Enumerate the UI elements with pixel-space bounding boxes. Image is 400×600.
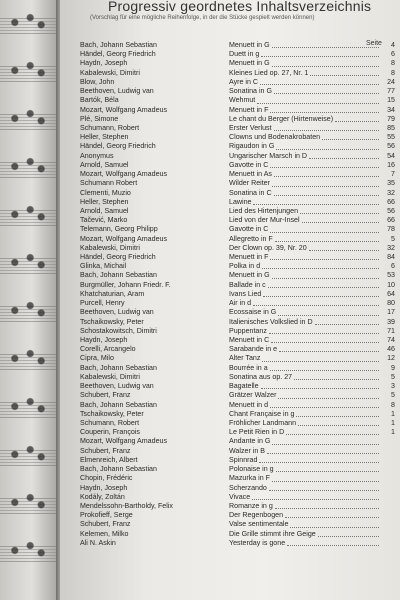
- entry-title: Menuett in C: [229, 336, 270, 344]
- dot-leader: [287, 539, 379, 546]
- entry-composer: Kabalewski, Dimitri: [80, 68, 140, 77]
- entry-composer: Mendelssohn-Bartholdy, Felix: [80, 501, 173, 510]
- entry-page-number: 9: [391, 363, 395, 372]
- entry-composer: Mozart, Wolfgang Amadeus: [80, 437, 168, 446]
- entry-title: Kleines Lied op. 27, Nr. 1: [229, 68, 309, 77]
- entry-title: Sonatina in C: [229, 188, 272, 197]
- entry-title: Spinnrad: [229, 455, 258, 464]
- entry-composer: Schubert, Franz: [80, 520, 131, 529]
- page-column-label: Seite: [366, 40, 382, 47]
- entry-page-number: 74: [387, 336, 395, 344]
- entry-row: [229, 465, 395, 474]
- entry-row: [229, 152, 395, 161]
- entry-page-number: 5: [391, 372, 395, 381]
- entry-composer: Clementi, Muzio: [80, 188, 131, 197]
- music-notes: [6, 248, 50, 272]
- dot-leader: [272, 437, 379, 444]
- entry-page-number: 5: [391, 234, 395, 243]
- entry-row: [229, 410, 395, 419]
- entry-row: [229, 419, 395, 428]
- entry-composer: Tschaikowsky, Peter: [80, 409, 144, 418]
- entry-row: [229, 502, 395, 511]
- entry-composer: Beethoven, Ludwig van: [80, 87, 154, 96]
- entry-title: Chant Française in g: [229, 409, 295, 418]
- entry-title: Polka in d: [229, 262, 261, 271]
- entry-title: Bourrée in a: [229, 363, 268, 372]
- entry-composer: Couperin, François: [80, 428, 140, 437]
- entry-title: Sonatina in G: [229, 87, 272, 96]
- entry-row: [229, 308, 395, 317]
- entry-title: Gavotte in C: [229, 225, 269, 234]
- entry-row: [229, 170, 395, 179]
- entry-composer: Bach, Johann Sebastian: [80, 400, 157, 409]
- entry-page-number: 34: [387, 105, 395, 114]
- entry-page-number: 8: [391, 59, 395, 68]
- music-notes: [6, 344, 50, 368]
- entry-row: [229, 50, 395, 59]
- entry-composer: Bach, Johann Sebastian: [80, 271, 157, 280]
- dot-leader: [278, 391, 379, 398]
- entry-row: [229, 106, 395, 115]
- entry-row: [229, 401, 395, 410]
- dot-leader: [261, 382, 379, 389]
- entry-composer: Beethoven, Ludwig van: [80, 308, 154, 317]
- dot-leader: [274, 124, 379, 131]
- entry-row: [229, 133, 395, 142]
- entry-row: [229, 428, 395, 437]
- entry-page-number: [381, 511, 395, 520]
- entry-title: Bagatelle: [229, 382, 259, 391]
- entry-row: [229, 520, 395, 529]
- entry-page-number: [381, 465, 395, 474]
- entry-composer: Glinka, Michail: [80, 262, 127, 271]
- dot-leader: [285, 511, 379, 518]
- entry-row: [229, 354, 395, 363]
- dot-leader: [252, 493, 379, 500]
- entry-page-number: [381, 484, 395, 493]
- entry-composer: Chopin, Frédéric: [80, 474, 133, 483]
- composer-column: [80, 41, 230, 548]
- entry-row: [229, 484, 395, 493]
- entry-page-number: 1: [391, 418, 395, 427]
- dot-leader: [262, 354, 379, 361]
- dot-leader: [270, 401, 379, 408]
- dot-leader: [272, 271, 379, 278]
- entry-row: [229, 271, 395, 280]
- entry-title: Italienisches Volkslied in D: [229, 317, 313, 326]
- dot-leader: [268, 281, 379, 288]
- entry-page-number: 1: [391, 428, 395, 437]
- entry-row: [229, 345, 395, 354]
- entry-row: [229, 142, 395, 151]
- entry-page-number: 66: [387, 216, 395, 225]
- entry-page-number: 79: [387, 114, 395, 123]
- dot-leader: [270, 364, 379, 371]
- entry-title: Menuett in d: [229, 400, 269, 409]
- entry-composer: Schumann, Robert: [80, 123, 140, 132]
- entry-row: [229, 373, 395, 382]
- entry-title: Yesterday is gone: [229, 538, 286, 547]
- entry-composer: Schumann, Robert: [80, 418, 140, 427]
- entry-title: Menuett in As: [229, 170, 272, 179]
- entry-title: Ivans Lied: [229, 289, 262, 298]
- dot-leader: [270, 106, 379, 113]
- entry-row: [229, 262, 395, 271]
- entry-title: Erster Verlust: [229, 123, 272, 132]
- entry-title: Sarabande in e: [229, 345, 278, 354]
- dot-leader: [270, 225, 379, 232]
- dot-leader: [274, 87, 379, 94]
- entry-page-number: 8: [391, 68, 395, 77]
- dot-leader: [286, 428, 379, 435]
- dot-leader: [269, 484, 379, 491]
- entry-page-number: 77: [387, 87, 395, 96]
- entry-title: Lied von der Mur-Insel: [229, 216, 300, 225]
- dot-leader: [309, 244, 379, 251]
- entry-title: Clowns und Bodenakrobaten: [229, 133, 321, 142]
- entry-row: [229, 391, 395, 400]
- entry-row: [229, 253, 395, 262]
- entry-title: Menuett in F: [229, 105, 269, 114]
- entry-title: Air in d: [229, 299, 252, 308]
- entry-row: [229, 364, 395, 373]
- music-notes: [6, 488, 50, 512]
- entry-row: [229, 235, 395, 244]
- entry-composer: Tschaikowsky, Peter: [80, 317, 144, 326]
- entry-page-number: 66: [387, 197, 395, 206]
- entry-composer: Händel, Georg Friedrich: [80, 253, 156, 262]
- entry-title: Duett in g: [229, 50, 260, 59]
- entry-composer: Schubert, Franz: [80, 391, 131, 400]
- entry-page-number: [381, 437, 395, 446]
- dot-leader: [260, 78, 379, 85]
- entry-page-number: 32: [387, 188, 395, 197]
- entry-page-number: [381, 520, 395, 529]
- dot-leader: [267, 447, 379, 454]
- entry-composer: Mozart, Wolfgang Amadeus: [80, 105, 168, 114]
- entry-page-number: 12: [387, 354, 395, 363]
- dot-leader: [296, 410, 379, 417]
- entry-row: [229, 161, 395, 170]
- entry-composer: Haydn, Joseph: [80, 59, 128, 68]
- entry-row: [229, 69, 395, 78]
- entry-page-number: 3: [391, 382, 395, 391]
- entry-page-number: 56: [387, 142, 395, 151]
- entry-composer: Anonymus: [80, 151, 114, 160]
- entry-row: [229, 41, 395, 50]
- entry-title: Le chant du Berger (Hirtenweise): [229, 114, 334, 123]
- entry-composer: Haydn, Joseph: [80, 483, 128, 492]
- entry-composer: Schostakowitsch, Dimitri: [80, 326, 157, 335]
- dot-leader: [318, 530, 379, 537]
- entry-title: Rigaudon in G: [229, 142, 275, 151]
- entry-composer: Heller, Stephen: [80, 197, 129, 206]
- entry-composer: Kelemen, Milko: [80, 529, 129, 538]
- entry-composer: Händel, Georg Friedrich: [80, 142, 156, 151]
- entry-page-number: 5: [391, 391, 395, 400]
- entry-page-number: [381, 493, 395, 502]
- dot-leader: [276, 142, 379, 149]
- entry-composer: Purcell, Henry: [80, 299, 125, 308]
- dot-leader: [263, 290, 379, 297]
- entry-title: Ayre in C: [229, 77, 259, 86]
- entry-title: Le Petit Rien in D: [229, 428, 285, 437]
- entry-row: [229, 511, 395, 520]
- entry-composer: Tačević, Marko: [80, 216, 128, 225]
- entry-composer: Mozart, Wolfgang Amadeus: [80, 170, 168, 179]
- entry-composer: Burgmüller, Johann Friedr. F.: [80, 280, 171, 289]
- dot-leader: [261, 50, 379, 57]
- music-notes: [6, 296, 50, 320]
- entry-page-number: 85: [387, 123, 395, 132]
- entry-page-number: 46: [387, 345, 395, 354]
- entry-page-number: 16: [387, 160, 395, 169]
- entry-row: [229, 530, 395, 539]
- entry-title: Gavotte in C: [229, 160, 269, 169]
- dot-leader: [253, 299, 379, 306]
- entry-row: [229, 336, 395, 345]
- dot-leader: [270, 253, 379, 260]
- entry-title: Puppentanz: [229, 326, 267, 335]
- entry-composer: Khatchaturian, Aram: [80, 289, 145, 298]
- dot-leader: [274, 170, 379, 177]
- entry-title: Fröhlicher Landmann: [229, 418, 297, 427]
- entry-composer: Telemann, Georg Philipp: [80, 225, 158, 234]
- entry-title: Walzer in B: [229, 446, 266, 455]
- entry-composer: Haydn, Joseph: [80, 336, 128, 344]
- dot-leader: [257, 96, 379, 103]
- entry-row: [229, 179, 395, 188]
- entry-composer: Bach, Johann Sebastian: [80, 363, 157, 372]
- entry-title: Der Regenbogen: [229, 511, 284, 520]
- entry-composer: Schubert, Franz: [80, 446, 131, 455]
- entry-page-number: [381, 530, 395, 539]
- entry-composer: Corelli, Arcangelo: [80, 345, 136, 354]
- dot-leader: [271, 336, 379, 343]
- dot-leader: [315, 318, 379, 325]
- page-title: Progressiv geordnetes Inhaltsverzeichnis: [108, 0, 372, 14]
- music-notes: [6, 152, 50, 176]
- entry-row: [229, 327, 395, 336]
- entry-row: [229, 437, 395, 446]
- entry-row: [229, 78, 395, 87]
- entry-composer: Kabalewski, Dimitri: [80, 372, 140, 381]
- dot-leader: [275, 235, 379, 242]
- dot-leader: [276, 465, 379, 472]
- entry-page-number: 84: [387, 253, 395, 262]
- dot-leader: [298, 419, 379, 426]
- entry-row: [229, 493, 395, 502]
- entry-page-number: 54: [387, 151, 395, 160]
- dot-leader: [309, 152, 379, 159]
- entry-title: Menuett in G: [229, 271, 270, 280]
- entry-title: Andante in G: [229, 437, 271, 446]
- entry-composer: Schumann Robert: [80, 179, 138, 188]
- entry-title: Romanze in g: [229, 501, 273, 510]
- entry-title: Lawine: [229, 197, 252, 206]
- entry-composer: Elmenreich, Albert: [80, 455, 138, 464]
- entry-title: Polonaise in g: [229, 465, 274, 474]
- left-page-sheet-music: [0, 0, 58, 600]
- dot-leader: [274, 189, 379, 196]
- title-column: [229, 41, 395, 548]
- dot-leader: [310, 69, 379, 76]
- entry-title: Ecossaise in G: [229, 308, 277, 317]
- dot-leader: [300, 207, 379, 214]
- music-notes: [6, 392, 50, 416]
- entry-title: Wehmut: [229, 96, 256, 105]
- entry-title: Ungarischer Marsch in D: [229, 151, 308, 160]
- entry-page-number: 32: [387, 243, 395, 252]
- dot-leader: [272, 59, 379, 66]
- entry-title: Mazurka in F: [229, 474, 270, 483]
- entry-row: [229, 207, 395, 216]
- entry-composer: Händel, Georg Friedrich: [80, 50, 156, 59]
- entry-title: Allegretto in F: [229, 234, 273, 243]
- dot-leader: [262, 262, 379, 269]
- entry-composer: Bartók, Béla: [80, 96, 119, 105]
- entry-row: [229, 96, 395, 105]
- entry-row: [229, 244, 395, 253]
- entry-page-number: 71: [387, 326, 395, 335]
- dot-leader: [272, 179, 379, 186]
- dot-leader: [278, 308, 379, 315]
- entry-page-number: 7: [391, 170, 395, 179]
- entry-title: Ballade in c: [229, 280, 266, 289]
- entry-page-number: [381, 456, 395, 465]
- entry-row: [229, 225, 395, 234]
- entry-composer: Cipra, Milo: [80, 354, 114, 363]
- entry-row: [229, 539, 395, 548]
- dot-leader: [259, 456, 379, 463]
- entry-composer: Arnold, Samuel: [80, 206, 129, 215]
- entry-page-number: [381, 502, 395, 511]
- dot-leader: [270, 161, 379, 168]
- entry-composer: Beethoven, Ludwig van: [80, 382, 154, 391]
- entry-row: [229, 281, 395, 290]
- entry-composer: Prokofieff, Serge: [80, 511, 133, 520]
- entry-page-number: 4: [391, 41, 395, 49]
- music-notes: [6, 8, 50, 32]
- entry-row: [229, 216, 395, 225]
- entry-title: Menuett in G: [229, 41, 270, 49]
- page-subtitle: (Vorschlag für eine mögliche Reihenfolge, in der die Stücke gespielt werden können): [90, 15, 315, 21]
- entry-page-number: 10: [387, 280, 395, 289]
- entry-page-number: 17: [387, 308, 395, 317]
- entry-composer: Bach, Johann Sebastian: [80, 465, 157, 474]
- entry-composer: Blow, John: [80, 77, 115, 86]
- dot-leader: [275, 502, 379, 509]
- dot-leader: [272, 41, 379, 48]
- entry-title: Scherzando: [229, 483, 267, 492]
- entry-page-number: 55: [387, 133, 395, 142]
- entry-title: Der Clown op. 39, Nr. 20: [229, 243, 307, 252]
- entry-composer: Heller, Stephen: [80, 133, 129, 142]
- entry-title: Die Grille stimmt ihre Geige: [229, 529, 316, 538]
- entry-page-number: 53: [387, 271, 395, 280]
- entry-row: [229, 382, 395, 391]
- entry-page-number: 56: [387, 206, 395, 215]
- entry-composer: Kabalewski, Dimitri: [80, 243, 140, 252]
- entry-row: [229, 447, 395, 456]
- entry-row: [229, 189, 395, 198]
- entry-title: Menuett in F: [229, 253, 269, 262]
- entry-page-number: 80: [387, 299, 395, 308]
- entry-title: Wilder Reiter: [229, 179, 270, 188]
- entry-composer: Mozart, Wolfgang Amadeus: [80, 234, 168, 243]
- entry-page-number: 24: [387, 77, 395, 86]
- music-notes: [6, 104, 50, 128]
- entry-page-number: [381, 447, 395, 456]
- entry-page-number: 6: [391, 262, 395, 271]
- entry-page-number: 78: [387, 225, 395, 234]
- entry-row: [229, 124, 395, 133]
- entry-composer: Ali N. Askin: [80, 538, 116, 547]
- music-notes: [6, 200, 50, 224]
- dot-leader: [302, 216, 379, 223]
- dot-leader: [290, 520, 379, 527]
- dot-leader: [322, 133, 379, 140]
- entry-row: [229, 290, 395, 299]
- entry-title: Grätzer Walzer: [229, 391, 277, 400]
- entry-page-number: 6: [391, 50, 395, 59]
- entry-row: [229, 299, 395, 308]
- entry-row: [229, 198, 395, 207]
- entry-title: Vivace: [229, 492, 251, 501]
- entry-composer: Plé, Simone: [80, 114, 119, 123]
- entry-title: Alter Tanz: [229, 354, 261, 363]
- entry-page-number: 64: [387, 289, 395, 298]
- music-notes: [6, 536, 50, 560]
- dot-leader: [269, 327, 379, 334]
- entry-title: Menuett in G: [229, 59, 270, 68]
- music-notes: [6, 440, 50, 464]
- entry-page-number: [381, 539, 395, 548]
- dot-leader: [335, 115, 379, 122]
- entry-row: [229, 115, 395, 124]
- entry-row: [229, 87, 395, 96]
- dot-leader: [294, 373, 379, 380]
- entry-page-number: 8: [391, 400, 395, 409]
- dot-leader: [272, 474, 379, 481]
- entry-row: [229, 456, 395, 465]
- entry-row: [229, 318, 395, 327]
- entry-page-number: 39: [387, 317, 395, 326]
- entry-composer: Kodály, Zoltán: [80, 492, 125, 501]
- entry-page-number: [381, 474, 395, 483]
- entry-composer: Arnold, Samuel: [80, 160, 129, 169]
- dot-leader: [279, 345, 379, 352]
- dot-leader: [253, 198, 379, 205]
- entry-title: Valse sentimentale: [229, 520, 289, 529]
- entry-row: [229, 59, 395, 68]
- entry-page-number: 15: [387, 96, 395, 105]
- entry-page-number: 35: [387, 179, 395, 188]
- entry-row: [229, 474, 395, 483]
- entry-composer: Bach, Johann Sebastian: [80, 41, 157, 49]
- entry-title: Lied des Hirtenjungen: [229, 206, 299, 215]
- music-notes: [6, 56, 50, 80]
- entry-title: Sonatina aus op. 27: [229, 372, 293, 381]
- entry-page-number: 1: [391, 409, 395, 418]
